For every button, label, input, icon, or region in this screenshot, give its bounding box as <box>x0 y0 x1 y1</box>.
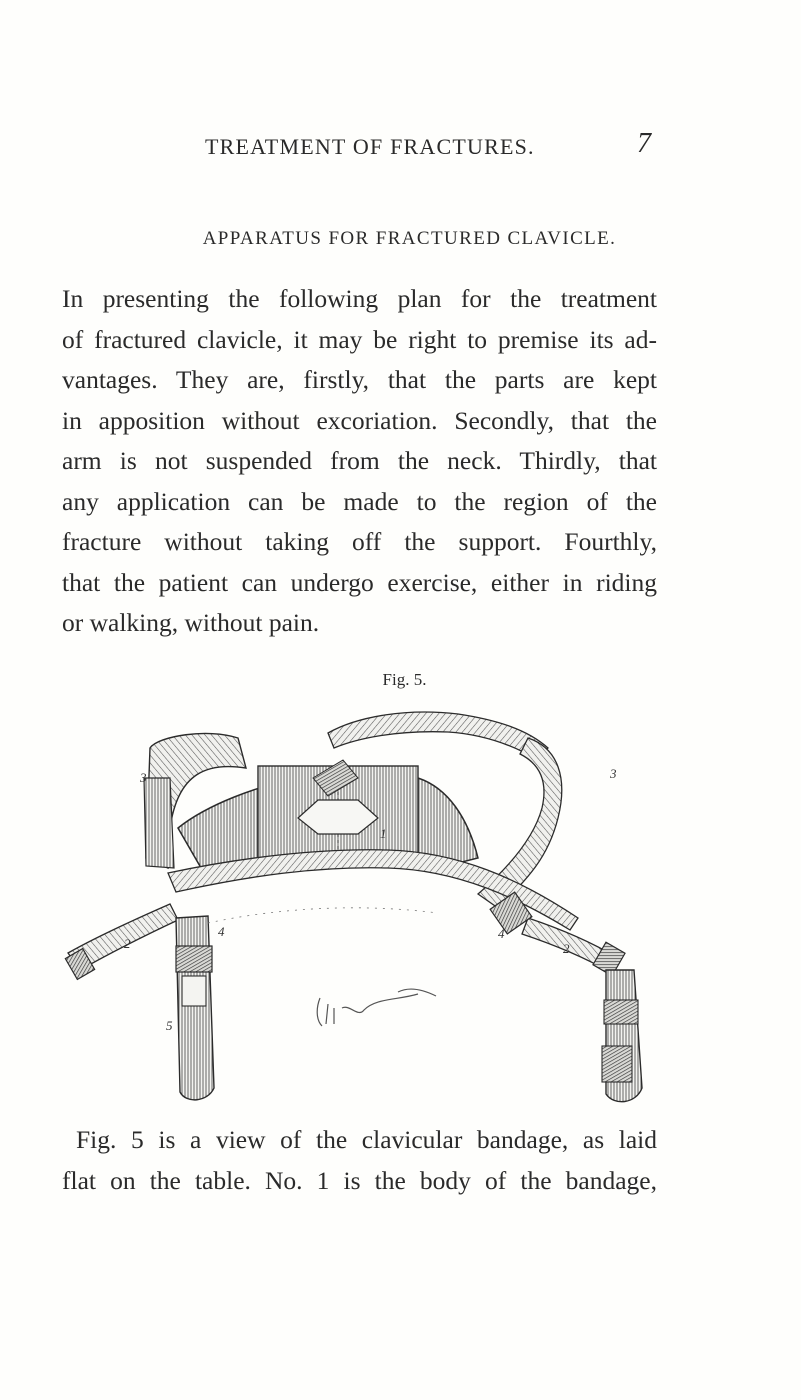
bandage-illustration <box>58 708 668 1118</box>
paragraph-line: of fractured clavicle, it may be right to premise its ad- <box>62 324 657 354</box>
paragraph-line: any application can be made to the region of the <box>62 486 657 516</box>
figure-caption <box>62 1120 657 1201</box>
paragraph-line: that the patient can undergo exercise, either in riding <box>62 567 657 597</box>
section-heading: APPARATUS FOR FRACTURED CLAVICLE. <box>202 228 617 249</box>
paragraph-line: In presenting the following plan for the treatment <box>62 284 657 313</box>
paragraph-line: fracture without taking off the support. Fourthly, <box>62 527 657 556</box>
caption-line: flat on the table. No. 1 is the body of the bandage, <box>62 1165 657 1195</box>
callout-2-right: 2 <box>563 941 570 956</box>
callout-5: 5 <box>166 1018 173 1033</box>
running-title: TREATMENT OF FRACTURES. <box>205 134 535 159</box>
body-paragraph <box>62 279 657 644</box>
callout-3-left: 3 <box>140 770 147 785</box>
callout-4-left: 4 <box>218 924 225 939</box>
paragraph-line: in apposition without excoriation. Secondly, that the <box>62 405 657 435</box>
paragraph-line: vantages. They are, firstly, that the parts are kept <box>62 365 657 394</box>
left-hanging-strap <box>176 916 214 1100</box>
callout-2-left: 2 <box>124 936 131 951</box>
running-head <box>0 128 801 168</box>
paragraph-line: arm is not suspended from the neck. Thirdly, that <box>62 446 657 475</box>
paragraph-line: or walking, without pain. <box>62 608 320 637</box>
top-strap <box>328 712 548 760</box>
callout-1: 1 <box>380 826 387 841</box>
callout-3-right: 3 <box>610 766 617 781</box>
callout-4-right: 4 <box>498 926 505 941</box>
pencil-scribble <box>317 989 436 1026</box>
caption-line: Fig. 5 is a view of the clavicular bandage, as laid <box>76 1125 657 1154</box>
page-number: 7 <box>637 128 651 159</box>
figure-label: Fig. 5. <box>382 670 427 689</box>
